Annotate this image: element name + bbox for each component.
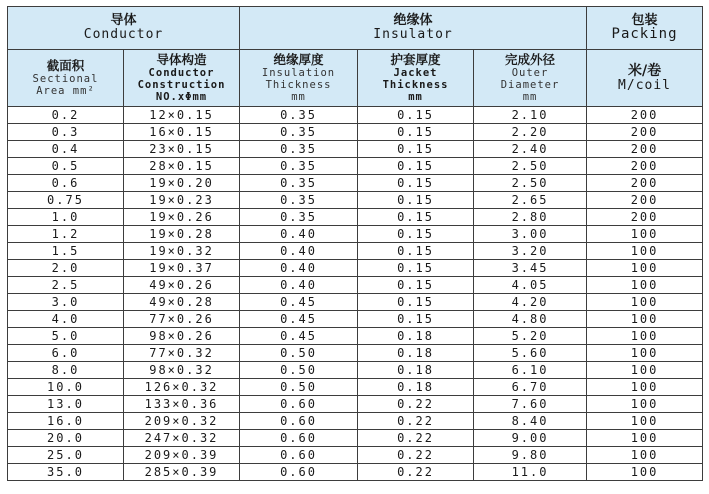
cell-construction: 19×0.26 — [124, 209, 240, 226]
table-row — [8, 413, 703, 430]
table-row — [8, 141, 703, 158]
col-header-sectional-area — [8, 50, 124, 107]
cell-jacket: 0.15 — [358, 294, 474, 311]
cell-area: 0.6 — [8, 175, 124, 192]
cell-jacket: 0.15 — [358, 277, 474, 294]
table-row — [8, 328, 703, 345]
cell-coil: 200 — [587, 107, 703, 124]
cell-outer: 3.00 — [474, 226, 587, 243]
cell-jacket: 0.18 — [358, 345, 474, 362]
col-header-construction — [124, 50, 240, 107]
coil-en-label: M/coil — [618, 77, 672, 93]
cell-coil: 100 — [587, 379, 703, 396]
jacket-en-label-1: Jacket — [393, 67, 438, 80]
cell-coil: 100 — [587, 447, 703, 464]
table-row — [8, 345, 703, 362]
cell-area: 6.0 — [8, 345, 124, 362]
cell-coil: 200 — [587, 124, 703, 141]
table-row — [8, 430, 703, 447]
cell-outer: 2.10 — [474, 107, 587, 124]
cell-construction: 19×0.20 — [124, 175, 240, 192]
cell-area: 2.5 — [8, 277, 124, 294]
cell-outer: 11.0 — [474, 464, 587, 481]
table-row — [8, 175, 703, 192]
cell-jacket: 0.15 — [358, 260, 474, 277]
cell-area: 16.0 — [8, 413, 124, 430]
cell-construction: 247×0.32 — [124, 430, 240, 447]
cell-jacket: 0.15 — [358, 175, 474, 192]
jacket-zh-label: 护套厚度 — [390, 51, 441, 67]
cell-jacket: 0.15 — [358, 107, 474, 124]
cell-construction: 98×0.32 — [124, 362, 240, 379]
cell-construction: 12×0.15 — [124, 107, 240, 124]
cell-area: 35.0 — [8, 464, 124, 481]
spec-sheet — [7, 6, 702, 481]
cell-construction: 77×0.26 — [124, 311, 240, 328]
cell-insulation: 0.45 — [240, 311, 358, 328]
cell-construction: 19×0.23 — [124, 192, 240, 209]
cell-insulation: 0.35 — [240, 141, 358, 158]
cell-coil: 100 — [587, 294, 703, 311]
cell-construction: 19×0.37 — [124, 260, 240, 277]
cell-coil: 100 — [587, 413, 703, 430]
cell-coil: 100 — [587, 362, 703, 379]
cell-jacket: 0.15 — [358, 124, 474, 141]
cell-area: 0.2 — [8, 107, 124, 124]
cell-jacket: 0.15 — [358, 209, 474, 226]
cell-jacket: 0.18 — [358, 379, 474, 396]
cell-outer: 2.20 — [474, 124, 587, 141]
cell-coil: 100 — [587, 464, 703, 481]
cell-area: 5.0 — [8, 328, 124, 345]
cell-coil: 100 — [587, 243, 703, 260]
cell-outer: 4.80 — [474, 311, 587, 328]
sectional-en-label-1: Sectional — [32, 73, 99, 86]
cell-jacket: 0.22 — [358, 430, 474, 447]
cell-jacket: 0.22 — [358, 464, 474, 481]
packing-zh-label: 包装 — [631, 12, 658, 28]
column-header-row — [8, 50, 703, 107]
cell-outer: 5.20 — [474, 328, 587, 345]
conductor-group-header — [8, 7, 240, 50]
cell-jacket: 0.18 — [358, 328, 474, 345]
cell-outer: 2.50 — [474, 175, 587, 192]
cell-coil: 100 — [587, 277, 703, 294]
cell-construction: 19×0.28 — [124, 226, 240, 243]
cell-insulation: 0.50 — [240, 379, 358, 396]
packing-en-label: Packing — [611, 26, 678, 43]
insulation-en-label-2: Thickness — [265, 79, 332, 92]
table-row — [8, 158, 703, 175]
group-header-row — [8, 7, 703, 50]
construction-en-label-2: Construction — [137, 79, 226, 92]
table-row — [8, 260, 703, 277]
insulator-zh-label: 绝缘体 — [393, 13, 433, 29]
conductor-zh-label: 导体 — [110, 13, 137, 29]
cell-construction: 133×0.36 — [124, 396, 240, 413]
cell-outer: 9.80 — [474, 447, 587, 464]
cell-area: 25.0 — [8, 447, 124, 464]
cell-coil: 200 — [587, 141, 703, 158]
cell-insulation: 0.50 — [240, 345, 358, 362]
cell-construction: 16×0.15 — [124, 124, 240, 141]
cell-area: 4.0 — [8, 311, 124, 328]
table-row — [8, 107, 703, 124]
cell-insulation: 0.35 — [240, 107, 358, 124]
cell-construction: 209×0.39 — [124, 447, 240, 464]
cell-outer: 4.20 — [474, 294, 587, 311]
packing-group-header — [587, 7, 703, 50]
sectional-en-label-2: Area mm² — [36, 85, 95, 98]
cell-construction: 285×0.39 — [124, 464, 240, 481]
cell-outer: 2.65 — [474, 192, 587, 209]
cell-area: 0.5 — [8, 158, 124, 175]
cell-jacket: 0.22 — [358, 396, 474, 413]
cell-construction: 28×0.15 — [124, 158, 240, 175]
coil-zh-label: 米/卷 — [627, 62, 662, 79]
conductor-en-label: Conductor — [83, 27, 164, 42]
cell-insulation: 0.35 — [240, 175, 358, 192]
cell-jacket: 0.15 — [358, 158, 474, 175]
cell-jacket: 0.15 — [358, 192, 474, 209]
cell-jacket: 0.22 — [358, 447, 474, 464]
cell-outer: 2.50 — [474, 158, 587, 175]
sectional-zh-label: 截面积 — [46, 57, 85, 73]
table-row — [8, 362, 703, 379]
table-row — [8, 209, 703, 226]
insulation-en-label-3: mm — [291, 91, 306, 104]
cell-area: 20.0 — [8, 430, 124, 447]
outer-en-label-3: mm — [522, 91, 538, 104]
cell-insulation: 0.60 — [240, 464, 358, 481]
table-row — [8, 396, 703, 413]
cell-area: 13.0 — [8, 396, 124, 413]
cell-construction: 126×0.32 — [124, 379, 240, 396]
construction-zh-label: 导体构造 — [156, 51, 207, 67]
cell-insulation: 0.40 — [240, 277, 358, 294]
jacket-en-label-2: Thickness — [382, 79, 449, 92]
cell-outer: 8.40 — [474, 413, 587, 430]
table-row — [8, 226, 703, 243]
cell-coil: 200 — [587, 158, 703, 175]
cell-insulation: 0.60 — [240, 447, 358, 464]
cell-construction: 23×0.15 — [124, 141, 240, 158]
col-header-jacket-thickness — [358, 50, 474, 107]
cell-outer: 3.45 — [474, 260, 587, 277]
cell-coil: 100 — [587, 311, 703, 328]
construction-en-label-3: NO.xΦmm — [155, 91, 208, 104]
cell-jacket: 0.15 — [358, 226, 474, 243]
cell-insulation: 0.35 — [240, 124, 358, 141]
cell-coil: 100 — [587, 396, 703, 413]
jacket-en-label-3: mm — [408, 91, 423, 104]
table-row — [8, 124, 703, 141]
table-row — [8, 379, 703, 396]
outer-en-label-2: Diameter — [500, 79, 560, 92]
cell-construction: 209×0.32 — [124, 413, 240, 430]
cell-jacket: 0.15 — [358, 243, 474, 260]
cell-area: 3.0 — [8, 294, 124, 311]
cell-coil: 200 — [587, 192, 703, 209]
cell-outer: 6.10 — [474, 362, 587, 379]
cell-insulation: 0.50 — [240, 362, 358, 379]
cell-area: 2.0 — [8, 260, 124, 277]
spec-table-body — [8, 107, 703, 481]
construction-en-label-1: Conductor — [148, 67, 215, 80]
cell-outer: 2.40 — [474, 141, 587, 158]
cell-insulation: 0.45 — [240, 328, 358, 345]
cell-outer: 3.20 — [474, 243, 587, 260]
cell-jacket: 0.15 — [358, 311, 474, 328]
cell-area: 1.5 — [8, 243, 124, 260]
cell-outer: 4.05 — [474, 277, 587, 294]
cell-coil: 100 — [587, 430, 703, 447]
cell-area: 10.0 — [8, 379, 124, 396]
outer-zh-label: 完成外径 — [505, 51, 556, 67]
col-header-outer-diameter — [474, 50, 587, 107]
col-header-meters-per-coil — [587, 50, 703, 107]
cell-insulation: 0.45 — [240, 294, 358, 311]
cell-coil: 100 — [587, 345, 703, 362]
cell-area: 0.3 — [8, 124, 124, 141]
cell-outer: 5.60 — [474, 345, 587, 362]
cell-insulation: 0.60 — [240, 396, 358, 413]
cell-coil: 100 — [587, 226, 703, 243]
cell-construction: 49×0.28 — [124, 294, 240, 311]
cell-coil: 100 — [587, 328, 703, 345]
cell-construction: 49×0.26 — [124, 277, 240, 294]
cell-area: 0.4 — [8, 141, 124, 158]
cell-area: 8.0 — [8, 362, 124, 379]
cell-construction: 19×0.32 — [124, 243, 240, 260]
cell-area: 1.0 — [8, 209, 124, 226]
insulation-zh-label: 绝缘厚度 — [273, 51, 324, 67]
cell-area: 0.75 — [8, 192, 124, 209]
insulator-en-label: Insulator — [373, 27, 453, 42]
table-row — [8, 447, 703, 464]
cell-insulation: 0.40 — [240, 243, 358, 260]
cell-insulation: 0.40 — [240, 226, 358, 243]
cell-insulation: 0.60 — [240, 413, 358, 430]
cell-outer: 6.70 — [474, 379, 587, 396]
cell-insulation: 0.40 — [240, 260, 358, 277]
cell-insulation: 0.35 — [240, 158, 358, 175]
cell-insulation: 0.35 — [240, 209, 358, 226]
cell-construction: 77×0.32 — [124, 345, 240, 362]
cell-jacket: 0.15 — [358, 141, 474, 158]
table-row — [8, 192, 703, 209]
cell-coil: 200 — [587, 175, 703, 192]
cell-jacket: 0.18 — [358, 362, 474, 379]
cell-coil: 200 — [587, 209, 703, 226]
table-row — [8, 311, 703, 328]
insulation-en-label-1: Insulation — [261, 67, 336, 80]
cell-insulation: 0.60 — [240, 430, 358, 447]
cell-outer: 2.80 — [474, 209, 587, 226]
table-row — [8, 243, 703, 260]
wire-spec-table — [7, 6, 703, 481]
cell-outer: 7.60 — [474, 396, 587, 413]
cell-construction: 98×0.26 — [124, 328, 240, 345]
cell-jacket: 0.22 — [358, 413, 474, 430]
cell-coil: 100 — [587, 260, 703, 277]
cell-insulation: 0.35 — [240, 192, 358, 209]
insulator-group-header — [240, 7, 587, 50]
cell-outer: 9.00 — [474, 430, 587, 447]
outer-en-label-1: Outer — [511, 67, 549, 80]
table-row — [8, 464, 703, 481]
col-header-insulation-thickness — [240, 50, 358, 107]
cell-area: 1.2 — [8, 226, 124, 243]
table-row — [8, 277, 703, 294]
table-row — [8, 294, 703, 311]
